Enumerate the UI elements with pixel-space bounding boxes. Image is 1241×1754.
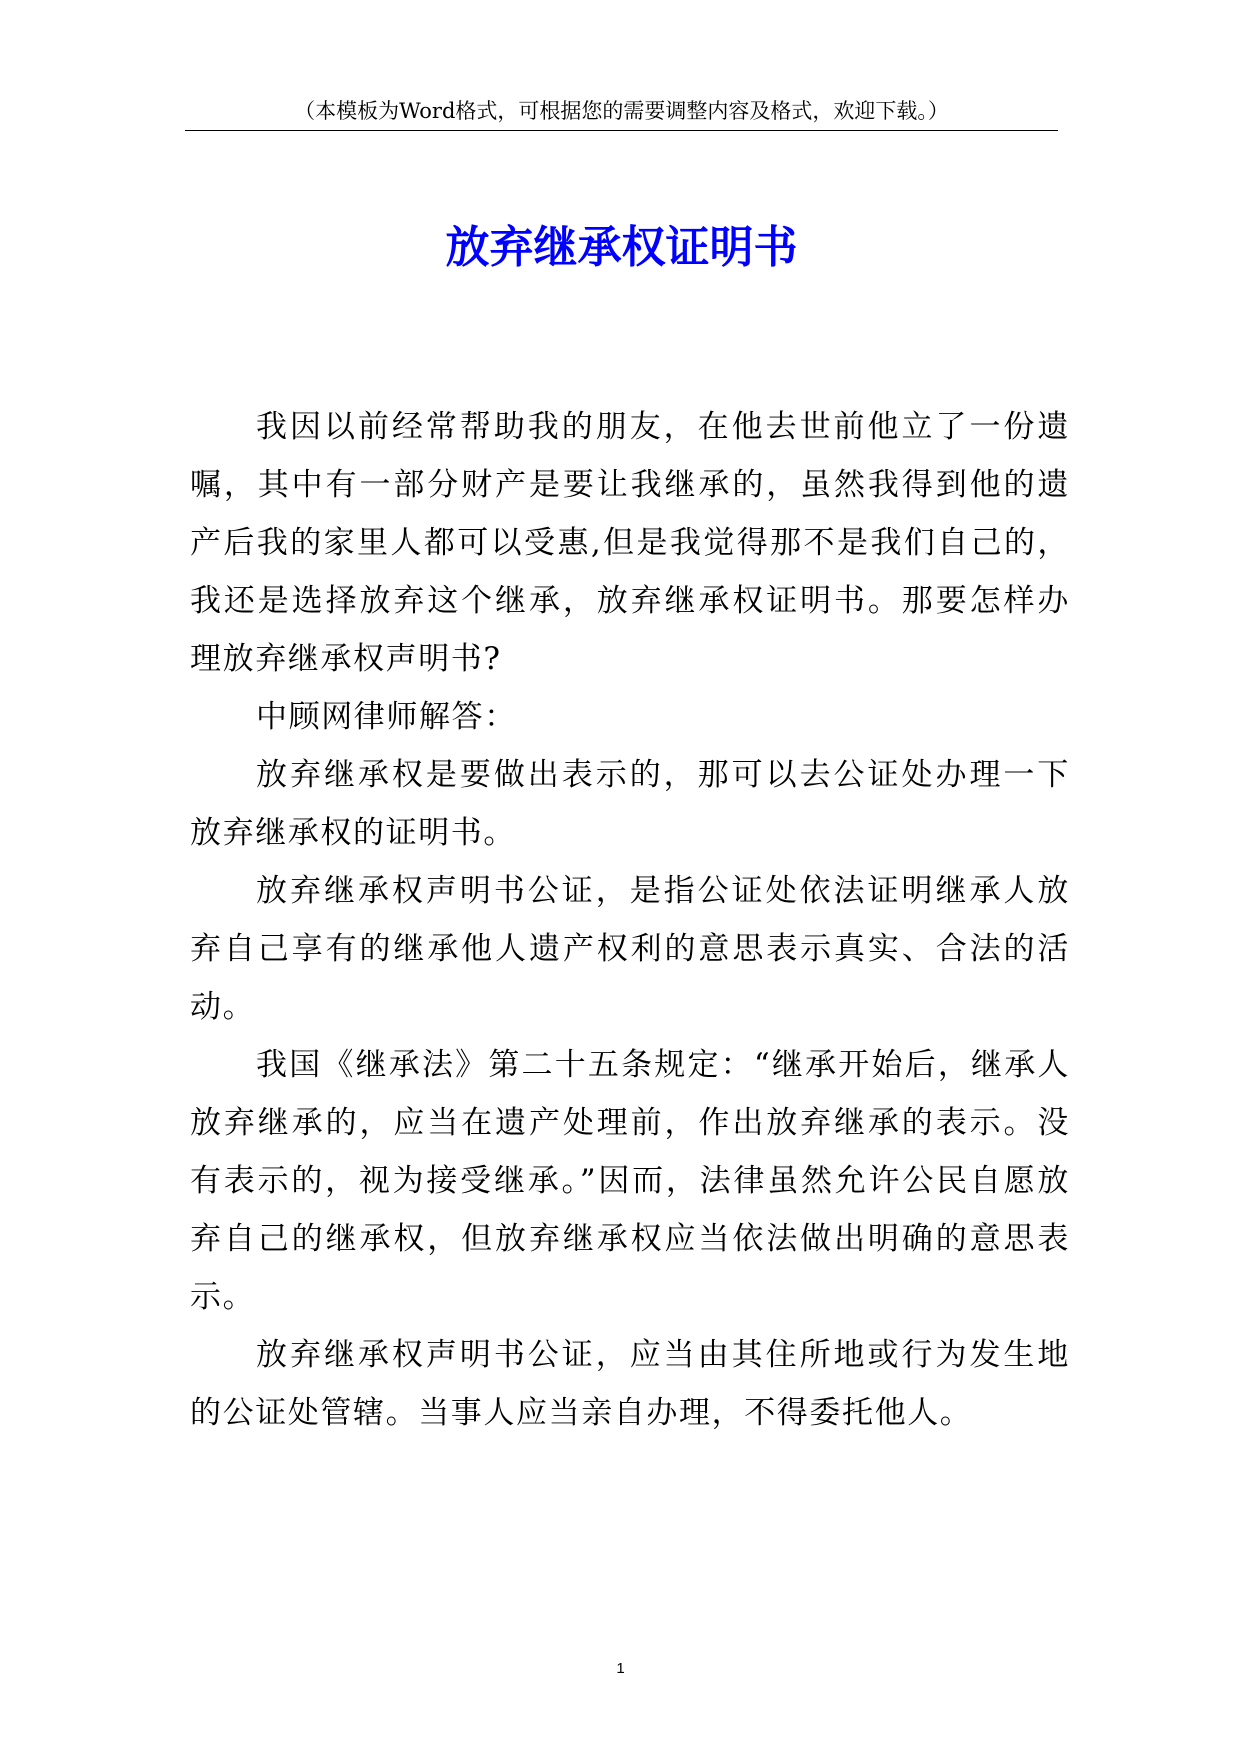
- template-header-note: （本模板为Word格式，可根据您的需要调整内容及格式，欢迎下载。）: [294, 99, 949, 123]
- paragraph-3: 放弃继承权是要做出表示的，那可以去公证处办理一下放弃继承权的证明书。: [190, 757, 1070, 851]
- header-divider: [185, 130, 1058, 131]
- paragraph-6: 放弃继承权声明书公证，应当由其住所地或行为发生地的公证处管辖。当事人应当亲自办理，不得委托他人。: [190, 1337, 1070, 1431]
- page-number: 1: [616, 1660, 625, 1677]
- document-title: 放弃继承权证明书: [445, 222, 798, 273]
- paragraph-5: 我国《继承法》第二十五条规定：“继承开始后，继承人放弃继承的，应当在遗产处理前，作出放弃继承的表示。没有表示的，视为接受继承。”因而，法律虽然允许公民自愿放弃自己的继承权，但放弃继承权应当依法做出明确的意思表示。: [190, 1047, 1070, 1315]
- paragraph-4: 放弃继承权声明书公证，是指公证处依法证明继承人放弃自己享有的继承他人遗产权利的意思表示真实、合法的活动。: [190, 873, 1070, 1025]
- paragraph-1: 我因以前经常帮助我的朋友，在他去世前他立了一份遗嘱，其中有一部分财产是要让我继承的，虽然我得到他的遗产后我的家里人都可以受惠,但是我觉得那不是我们自己的，我还是选择放弃这个继承，放弃继承权证明书。那要怎样办理放弃继承权声明书?: [190, 409, 1070, 677]
- document-body: [190, 398, 1070, 1442]
- paragraph-2: 中顾网律师解答：: [256, 699, 517, 735]
